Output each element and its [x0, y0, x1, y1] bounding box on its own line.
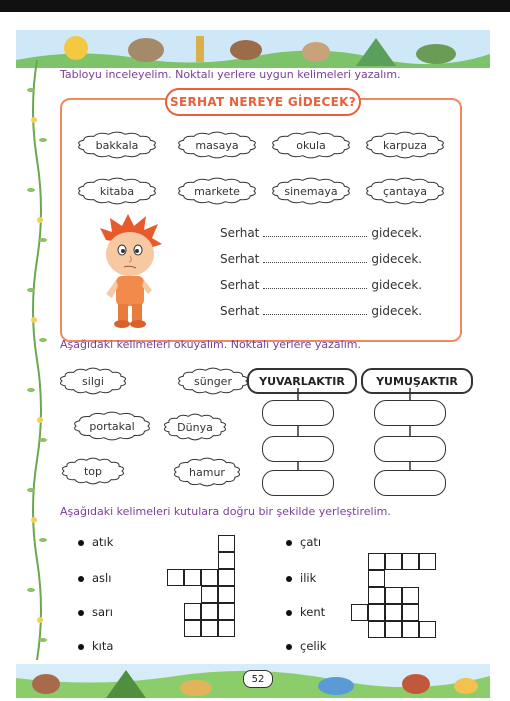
word-cloud	[164, 414, 226, 440]
crossword-cell[interactable]	[402, 604, 419, 621]
sentence-row	[220, 226, 422, 240]
word-cloud-text: karpuza	[383, 138, 427, 152]
word-cloud-text: portakal	[89, 419, 135, 433]
word-cloud	[78, 178, 156, 204]
crossword-cell[interactable]	[385, 553, 402, 570]
answer-slot-round-2[interactable]	[262, 436, 334, 462]
sentence-row	[220, 304, 422, 318]
sentence-row	[220, 252, 422, 266]
word-cloud	[78, 132, 156, 158]
word-cloud	[174, 458, 240, 486]
column-header-soft: YUMUŞAKTIR	[361, 368, 473, 394]
animal-illustration-banner-top	[16, 30, 490, 68]
word-item-right-4: çelik	[286, 639, 326, 653]
crossword-cell[interactable]	[167, 569, 184, 586]
answer-slot-soft-2[interactable]	[374, 436, 446, 462]
word-cloud	[178, 132, 256, 158]
crossword-cell[interactable]	[368, 553, 385, 570]
word-cloud-text: masaya	[195, 138, 239, 152]
decorative-vine	[26, 60, 48, 660]
sentence-subject: Serhat	[220, 252, 260, 266]
word-item-left-3: sarı	[78, 605, 113, 619]
top-border	[0, 0, 510, 12]
sentence-subject: Serhat	[220, 304, 260, 318]
instruction-3: Aşağıdaki kelimeleri kutulara doğru bir şekilde yerleştirelim.	[60, 505, 391, 518]
bullet-dot	[78, 610, 84, 616]
answer-slot-soft-3[interactable]	[374, 470, 446, 496]
word-cloud	[62, 458, 124, 484]
crossword-cell[interactable]	[184, 603, 201, 620]
crossword-cell[interactable]	[368, 570, 385, 587]
crossword-cell[interactable]	[201, 569, 218, 586]
word-item-right-3: kent	[286, 605, 325, 619]
word-cloud	[60, 368, 126, 394]
page-number: 52	[243, 670, 273, 688]
word-cloud-text: kitaba	[99, 184, 135, 198]
word-item-left-4: kıta	[78, 639, 113, 653]
sentence-end: gidecek.	[371, 304, 423, 318]
crossword-cell[interactable]	[368, 604, 385, 621]
sentence-end: gidecek.	[371, 252, 423, 266]
crossword-cell[interactable]	[385, 621, 402, 638]
answer-blank[interactable]	[263, 278, 367, 289]
word-cloud-text: çantaya	[382, 184, 428, 198]
crossword-cell[interactable]	[368, 587, 385, 604]
bullet-dot	[286, 610, 292, 616]
word-cloud	[272, 178, 350, 204]
boy-illustration	[96, 214, 166, 330]
word-cloud	[178, 368, 248, 394]
word-cloud	[366, 178, 444, 204]
crossword-cell[interactable]	[419, 553, 436, 570]
word-cloud-text: hamur	[189, 465, 225, 479]
bullet-dot	[286, 644, 292, 650]
crossword-cell[interactable]	[218, 569, 235, 586]
crossword-cell[interactable]	[184, 569, 201, 586]
answer-blank[interactable]	[263, 226, 367, 237]
instruction-1: Tabloyu inceleyelim. Noktalı yerlere uygun kelimeleri yazalım.	[60, 68, 401, 81]
section1-title: SERHAT NEREYE GİDECEK?	[165, 88, 361, 116]
word-cloud-text: okula	[296, 138, 326, 152]
word-cloud	[178, 178, 256, 204]
column-header-round: YUVARLAKTIR	[247, 368, 357, 394]
word-cloud	[366, 132, 444, 158]
bullet-dot	[286, 540, 292, 546]
crossword-cell[interactable]	[201, 603, 218, 620]
bullet-dot	[78, 644, 84, 650]
answer-blank[interactable]	[263, 252, 367, 263]
word-item-right-2: ilik	[286, 571, 316, 585]
sentence-subject: Serhat	[220, 278, 260, 292]
crossword-cell[interactable]	[218, 603, 235, 620]
word-cloud	[272, 132, 350, 158]
crossword-cell[interactable]	[201, 586, 218, 603]
word-item-left-2: aslı	[78, 571, 111, 585]
crossword-cell[interactable]	[201, 620, 218, 637]
crossword-cell[interactable]	[385, 587, 402, 604]
bullet-dot	[78, 540, 84, 546]
answer-blank[interactable]	[263, 304, 367, 315]
word-cloud	[74, 412, 150, 440]
crossword-cell[interactable]	[218, 586, 235, 603]
sentence-end: gidecek.	[371, 226, 423, 240]
crossword-cell[interactable]	[419, 621, 436, 638]
crossword-cell[interactable]	[402, 621, 419, 638]
sentence-end: gidecek.	[371, 278, 423, 292]
sentence-subject: Serhat	[220, 226, 260, 240]
word-cloud-text: markete	[194, 184, 240, 198]
word-cloud-text: top	[83, 464, 103, 478]
word-item-right-1: çatı	[286, 535, 321, 549]
crossword-cell[interactable]	[351, 604, 368, 621]
bullet-dot	[78, 576, 84, 582]
answer-slot-round-3[interactable]	[262, 470, 334, 496]
answer-slot-round-1[interactable]	[262, 400, 334, 426]
crossword-cell[interactable]	[218, 620, 235, 637]
word-cloud-text: Dünya	[177, 420, 213, 434]
crossword-cell[interactable]	[402, 553, 419, 570]
crossword-cell[interactable]	[218, 535, 235, 552]
crossword-cell[interactable]	[402, 587, 419, 604]
instruction-2: Aşağıdaki kelimeleri okuyalım. Noktalı yerlere yazalım.	[60, 338, 361, 351]
bullet-dot	[286, 576, 292, 582]
sentence-row	[220, 278, 422, 292]
word-cloud-text: sinemaya	[284, 184, 338, 198]
word-cloud-text: bakkala	[95, 138, 139, 152]
crossword-cell[interactable]	[184, 620, 201, 637]
word-cloud-text: silgi	[82, 374, 104, 388]
crossword-cell[interactable]	[368, 621, 385, 638]
word-item-left-1: atık	[78, 535, 113, 549]
crossword-cell[interactable]	[218, 552, 235, 569]
crossword-cell[interactable]	[385, 604, 402, 621]
word-cloud-text: sünger	[194, 374, 232, 388]
answer-slot-soft-1[interactable]	[374, 400, 446, 426]
